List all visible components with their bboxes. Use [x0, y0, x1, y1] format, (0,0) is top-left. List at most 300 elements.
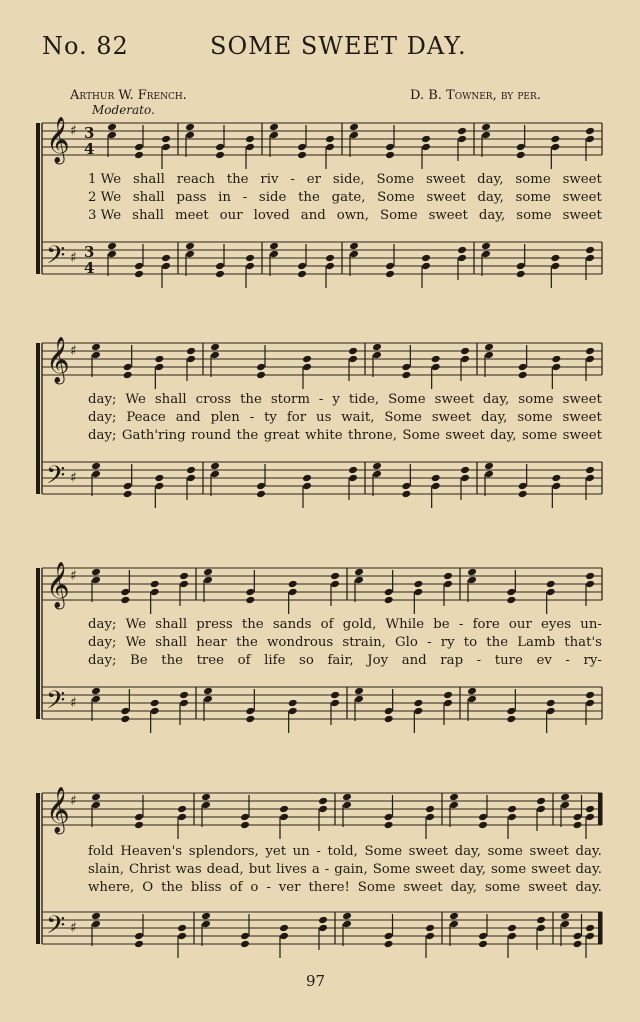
- treble-notehead: [384, 596, 394, 605]
- treble-notehead: [91, 793, 101, 802]
- lyric-syllable: round: [191, 428, 232, 443]
- bass-notehead: [507, 924, 517, 933]
- bass-notehead: [460, 466, 470, 475]
- treble-notehead: [120, 596, 130, 605]
- bass-notehead: [443, 691, 453, 700]
- lyric-syllable: shall: [132, 190, 165, 205]
- treble-notehead: [401, 371, 411, 380]
- bass-notehead: [431, 474, 441, 483]
- system-brace: [36, 568, 40, 719]
- lyric-syllable: -: [318, 392, 324, 407]
- lyric-syllable: shall: [154, 392, 187, 407]
- system-brace: [36, 123, 40, 274]
- treble-notehead: [154, 355, 164, 364]
- lyric-syllable: We: [125, 635, 147, 650]
- bass-notehead: [318, 916, 328, 925]
- treble-notehead: [203, 568, 213, 577]
- lyric-syllable: Christ: [129, 862, 171, 877]
- lyric-syllable: told,: [327, 844, 358, 859]
- lyric-syllable: wait,: [341, 410, 375, 425]
- lyric-syllable: Lamb: [517, 635, 556, 650]
- lyric-syllable: -: [458, 617, 464, 632]
- treble-notehead: [107, 123, 117, 132]
- bass-clef: 𝄢: [46, 911, 66, 946]
- bass-notehead: [354, 687, 364, 696]
- treble-notehead: [425, 805, 435, 814]
- lyric-syllable: Some: [357, 880, 396, 895]
- lyric-syllable: Glo: [395, 635, 418, 650]
- lyric-line: [88, 428, 602, 443]
- lyric-syllable: sweet: [562, 428, 602, 443]
- bass-notehead: [516, 270, 526, 279]
- lyric-syllable: the: [236, 428, 259, 443]
- bass-notehead: [91, 462, 101, 471]
- lyric-syllable: the: [241, 617, 264, 632]
- bass-notehead: [154, 474, 164, 483]
- bass-notehead: [484, 462, 494, 471]
- bass-notehead: [506, 715, 516, 724]
- treble-notehead: [325, 135, 335, 144]
- lyric-syllable: ty: [264, 410, 277, 425]
- key-signature-sharp: ♯: [70, 470, 77, 486]
- treble-notehead: [443, 572, 453, 581]
- key-signature-sharp: ♯: [70, 568, 77, 584]
- bass-notehead: [288, 699, 298, 708]
- lyric-syllable: Some: [372, 862, 411, 877]
- treble-notehead: [506, 596, 516, 605]
- bass-notehead: [342, 912, 352, 921]
- treble-notehead: [481, 123, 491, 132]
- lyric-syllable: the: [161, 880, 183, 895]
- lyric-syllable: and: [175, 410, 201, 425]
- lyric-syllable: sweet: [562, 172, 602, 187]
- treble-notehead: [385, 151, 395, 160]
- bass-notehead: [297, 270, 307, 279]
- bass-notehead: [421, 254, 431, 263]
- tempo-marking: Moderato.: [92, 103, 155, 117]
- lyric-line: [88, 190, 602, 205]
- treble-notehead: [150, 580, 160, 589]
- lyric-syllable: day;: [88, 410, 117, 425]
- lyric-syllable: press: [196, 617, 233, 632]
- lyric-syllable: y: [332, 392, 340, 407]
- key-signature-sharp: ♯: [70, 250, 77, 266]
- treble-notehead: [179, 572, 189, 581]
- key-signature-sharp: ♯: [70, 123, 77, 139]
- treble-notehead: [354, 568, 364, 577]
- lyric-syllable: -: [249, 410, 255, 425]
- lyric-syllable: the: [240, 392, 262, 407]
- lyric-syllable: meet: [174, 208, 209, 223]
- bass-notehead: [573, 940, 583, 949]
- bass-notehead: [425, 924, 435, 933]
- lyric-syllable: sweet: [403, 880, 443, 895]
- lyric-syllable: the: [298, 190, 320, 205]
- lyric-syllable: shall: [155, 617, 188, 632]
- bass-notehead: [256, 490, 266, 499]
- lyric-syllable: -: [476, 653, 482, 668]
- lyric-syllable: splendors,: [188, 844, 259, 859]
- treble-notehead: [201, 793, 211, 802]
- bass-notehead: [203, 687, 213, 696]
- bass-notehead: [560, 912, 570, 921]
- lyric-syllable: shall: [132, 208, 164, 223]
- treble-notehead: [91, 568, 101, 577]
- lyric-syllable: some: [487, 844, 523, 859]
- lyric-syllable: -: [427, 635, 432, 650]
- lyric-syllable: day,: [454, 844, 481, 859]
- system-brace: [36, 793, 40, 944]
- lyric-syllable: side,: [332, 172, 365, 187]
- treble-notehead: [478, 821, 488, 830]
- lyric-syllable: day,: [478, 208, 506, 223]
- lyric-syllable: a: [311, 862, 320, 877]
- lyric-syllable: and: [401, 653, 427, 668]
- lyric-syllable: of: [237, 653, 251, 668]
- bass-notehead: [245, 715, 255, 724]
- lyric-syllable: sweet: [562, 208, 602, 223]
- lyric-syllable: Some: [402, 428, 440, 443]
- key-signature-sharp: ♯: [70, 695, 77, 711]
- lyric-line: [88, 172, 602, 187]
- lyric-syllable: be: [433, 617, 450, 632]
- treble-notehead: [449, 793, 459, 802]
- lyric-syllable: slain,: [88, 862, 125, 877]
- lyric-syllable: -: [316, 844, 321, 859]
- bass-notehead: [413, 699, 423, 708]
- lyric-syllable: so: [299, 653, 314, 668]
- bass-notehead: [120, 715, 130, 724]
- bass-notehead: [161, 254, 171, 263]
- lyric-syllable: ver: [278, 880, 301, 895]
- lyric-syllable: day;: [88, 428, 117, 443]
- lyric-syllable: Heaven's: [120, 844, 183, 859]
- bass-notehead: [150, 699, 160, 708]
- bass-notehead: [585, 691, 595, 700]
- lyric-syllable: tree: [196, 653, 225, 668]
- bass-notehead: [330, 691, 340, 700]
- lyric-syllable: 2 We: [88, 190, 122, 205]
- lyric-syllable: rap: [440, 653, 464, 668]
- treble-notehead: [330, 572, 340, 581]
- lyric-syllable: pass: [176, 190, 207, 205]
- lyric-syllable: While: [385, 617, 425, 632]
- lyric-line: [88, 635, 602, 650]
- time-signature-top: 3: [84, 243, 95, 261]
- treble-notehead: [467, 568, 477, 577]
- lyric-syllable: day,: [481, 410, 508, 425]
- treble-notehead: [186, 347, 196, 356]
- treble-notehead: [269, 123, 279, 132]
- lyric-syllable: -: [290, 172, 295, 187]
- lyric-syllable: Some: [388, 392, 426, 407]
- lyric-syllable: some: [517, 410, 553, 425]
- lyric-syllable: Joy: [367, 653, 389, 668]
- lyric-syllable: gate,: [331, 190, 366, 205]
- bass-notehead: [551, 474, 561, 483]
- lyric-syllable: shall: [155, 635, 188, 650]
- time-signature-bottom: 4: [84, 140, 95, 158]
- lyric-syllable: sweet: [415, 862, 455, 877]
- lyric-syllable: our: [508, 617, 532, 632]
- bass-clef: 𝄢: [46, 461, 66, 496]
- treble-notehead: [240, 821, 250, 830]
- bass-notehead: [481, 242, 491, 251]
- lyric-syllable: hear: [196, 635, 227, 650]
- bass-notehead: [245, 254, 255, 263]
- lyric-syllable: some: [518, 392, 554, 407]
- bass-notehead: [91, 912, 101, 921]
- lyric-line: [88, 208, 602, 223]
- lyric-syllable: gain,: [334, 862, 368, 877]
- lyric-syllable: our: [219, 208, 243, 223]
- treble-notehead: [288, 580, 298, 589]
- treble-notehead: [551, 355, 561, 364]
- bass-notehead: [134, 940, 144, 949]
- lyric-syllable: fold: [88, 844, 114, 859]
- bass-notehead: [123, 490, 133, 499]
- key-signature-sharp: ♯: [70, 793, 77, 809]
- lyric-syllable: Peace: [126, 410, 166, 425]
- treble-notehead: [421, 135, 431, 144]
- treble-notehead: [372, 343, 382, 352]
- treble-clef: 𝄞: [46, 117, 70, 163]
- lyric-syllable: ry-: [583, 653, 602, 668]
- lyric-syllable: side: [258, 190, 287, 205]
- treble-notehead: [431, 355, 441, 364]
- lyric-syllable: 3 We: [88, 208, 122, 223]
- lyric-syllable: un: [292, 844, 310, 859]
- bass-notehead: [518, 490, 528, 499]
- treble-notehead: [245, 135, 255, 144]
- lyric-syllable: day;: [88, 617, 117, 632]
- bass-notehead: [585, 924, 595, 933]
- treble-notehead: [518, 371, 528, 380]
- lyric-line: [88, 862, 602, 877]
- treble-notehead: [297, 151, 307, 160]
- bass-notehead: [302, 474, 312, 483]
- key-signature-sharp: ♯: [70, 920, 77, 936]
- treble-notehead: [585, 347, 595, 356]
- lyric-syllable: us: [316, 410, 332, 425]
- treble-notehead: [123, 371, 133, 380]
- bass-notehead: [449, 912, 459, 921]
- final-barline: [598, 793, 602, 825]
- lyric-syllable: sweet: [445, 428, 485, 443]
- lyric-syllable: Some: [377, 190, 415, 205]
- bass-clef: 𝄢: [46, 686, 66, 721]
- lyric-syllable: day.: [575, 844, 602, 859]
- lyric-syllable: bliss: [190, 880, 222, 895]
- lyric-syllable: day,: [490, 428, 517, 443]
- lyric-syllable: some: [515, 190, 551, 205]
- lyric-syllable: Gath'ring: [121, 428, 186, 443]
- bass-notehead: [585, 466, 595, 475]
- treble-notehead: [348, 347, 358, 356]
- lyric-syllable: day;: [88, 392, 117, 407]
- bass-notehead: [348, 466, 358, 475]
- treble-notehead: [384, 821, 394, 830]
- lyric-syllable: storm: [270, 392, 310, 407]
- lyric-syllable: and: [300, 208, 326, 223]
- lyric-syllable: Be: [130, 653, 148, 668]
- bass-notehead: [210, 462, 220, 471]
- treble-notehead: [573, 821, 583, 830]
- lyric-syllable: some: [490, 862, 527, 877]
- lyric-syllable: riv: [260, 172, 279, 187]
- bass-notehead: [550, 254, 560, 263]
- lyric-syllable: throne,: [348, 428, 397, 443]
- lyricist-credit: Arthur W. French.: [70, 88, 187, 103]
- bass-notehead: [134, 270, 144, 279]
- lyric-syllable: sweet: [531, 862, 571, 877]
- lyric-syllable: day,: [450, 880, 477, 895]
- lyric-syllable: some: [484, 880, 521, 895]
- lyric-line: [88, 880, 602, 895]
- lyric-syllable: -: [266, 880, 271, 895]
- treble-notehead: [318, 797, 328, 806]
- treble-notehead: [457, 127, 467, 136]
- lyric-syllable: We: [125, 392, 146, 407]
- bass-notehead: [478, 940, 488, 949]
- system-brace: [36, 343, 40, 494]
- lyric-syllable: loved: [253, 208, 290, 223]
- key-signature-sharp: ♯: [70, 343, 77, 359]
- treble-notehead: [134, 821, 144, 830]
- lyric-syllable: un-: [580, 617, 602, 632]
- lyric-syllable: in: [218, 190, 231, 205]
- bass-notehead: [186, 466, 196, 475]
- lyric-syllable: 1 We: [88, 172, 122, 187]
- lyric-line: [88, 410, 602, 425]
- lyric-syllable: reach: [176, 172, 215, 187]
- lyric-syllable: own,: [336, 208, 369, 223]
- lyric-syllable: day,: [459, 862, 486, 877]
- bass-notehead: [384, 715, 394, 724]
- treble-clef: 𝄞: [46, 562, 70, 608]
- bass-notehead: [91, 687, 101, 696]
- lyric-syllable: there!: [308, 880, 350, 895]
- final-barline: [598, 912, 602, 944]
- lyric-syllable: O: [142, 880, 154, 895]
- lyric-line: [88, 617, 602, 632]
- lyric-syllable: dead,: [206, 862, 244, 877]
- bass-notehead: [585, 246, 595, 255]
- lyric-syllable: but: [248, 862, 272, 877]
- lyric-syllable: white: [305, 428, 343, 443]
- lyric-syllable: the: [226, 172, 249, 187]
- treble-notehead: [91, 343, 101, 352]
- bass-notehead: [325, 254, 335, 263]
- lyric-syllable: sweet: [431, 410, 472, 425]
- treble-notehead: [215, 151, 225, 160]
- treble-notehead: [349, 123, 359, 132]
- lyric-syllable: fore: [472, 617, 500, 632]
- bass-notehead: [536, 916, 546, 925]
- lyric-syllable: fair,: [327, 653, 354, 668]
- treble-notehead: [585, 805, 595, 814]
- lyric-syllable: day,: [477, 172, 504, 187]
- lyric-syllable: ry: [440, 635, 455, 650]
- lyric-syllable: the: [486, 635, 509, 650]
- lyric-syllable: day,: [482, 392, 510, 407]
- bass-notehead: [215, 270, 225, 279]
- treble-notehead: [585, 127, 595, 136]
- bass-notehead: [185, 242, 195, 251]
- bass-notehead: [546, 699, 556, 708]
- hymn-number: No. 82: [42, 32, 129, 60]
- hymn-title: SOME SWEET DAY.: [210, 32, 467, 60]
- lyric-syllable: the: [161, 653, 184, 668]
- treble-clef: 𝄞: [46, 787, 70, 833]
- treble-notehead: [161, 135, 171, 144]
- lyric-syllable: day.: [575, 862, 602, 877]
- lyric-syllable: sweet: [428, 208, 468, 223]
- lyric-syllable: day,: [477, 190, 504, 205]
- lyric-syllable: day.: [575, 880, 602, 895]
- lyric-syllable: sweet: [408, 844, 448, 859]
- lyric-syllable: -: [324, 862, 330, 877]
- lyric-syllable: lives: [276, 862, 307, 877]
- lyric-syllable: sweet: [562, 410, 602, 425]
- bass-notehead: [177, 924, 187, 933]
- lyric-syllable: sweet: [434, 392, 474, 407]
- composer-credit: D. B. Towner, by per.: [410, 88, 541, 103]
- treble-notehead: [245, 596, 255, 605]
- bass-notehead: [401, 490, 411, 499]
- lyric-line: [88, 653, 602, 668]
- lyric-syllable: that's: [564, 635, 602, 650]
- bass-notehead: [457, 246, 467, 255]
- lyric-syllable: shall: [133, 172, 165, 187]
- time-signature-top: 3: [84, 124, 95, 142]
- lyric-syllable: -: [565, 653, 570, 668]
- lyric-syllable: for: [286, 410, 307, 425]
- lyric-syllable: to: [463, 635, 478, 650]
- treble-notehead: [279, 805, 289, 814]
- treble-notehead: [302, 355, 312, 364]
- lyric-syllable: eyes: [541, 617, 572, 632]
- treble-notehead: [342, 793, 352, 802]
- bass-notehead: [385, 270, 395, 279]
- treble-notehead: [484, 343, 494, 352]
- bass-notehead: [349, 242, 359, 251]
- bass-notehead: [467, 687, 477, 696]
- lyric-syllable: ture: [494, 653, 523, 668]
- treble-notehead: [185, 123, 195, 132]
- lyric-syllable: gold,: [342, 617, 377, 632]
- lyric-syllable: of: [320, 617, 334, 632]
- lyric-syllable: life: [264, 653, 286, 668]
- lyric-syllable: some: [516, 208, 552, 223]
- lyric-syllable: some: [521, 428, 558, 443]
- treble-notehead: [210, 343, 220, 352]
- lyric-syllable: sweet: [562, 190, 602, 205]
- lyric-syllable: Some: [364, 844, 403, 859]
- bass-notehead: [201, 912, 211, 921]
- lyric-syllable: -: [242, 190, 248, 205]
- treble-notehead: [256, 371, 266, 380]
- bass-notehead: [384, 940, 394, 949]
- lyric-syllable: Some: [376, 172, 415, 187]
- lyric-syllable: Some: [379, 208, 418, 223]
- lyric-syllable: day;: [88, 653, 117, 668]
- time-signature-bottom: 4: [84, 259, 95, 277]
- lyric-syllable: Some: [384, 410, 422, 425]
- treble-notehead: [536, 797, 546, 806]
- lyric-syllable: some: [515, 172, 551, 187]
- treble-notehead: [516, 151, 526, 160]
